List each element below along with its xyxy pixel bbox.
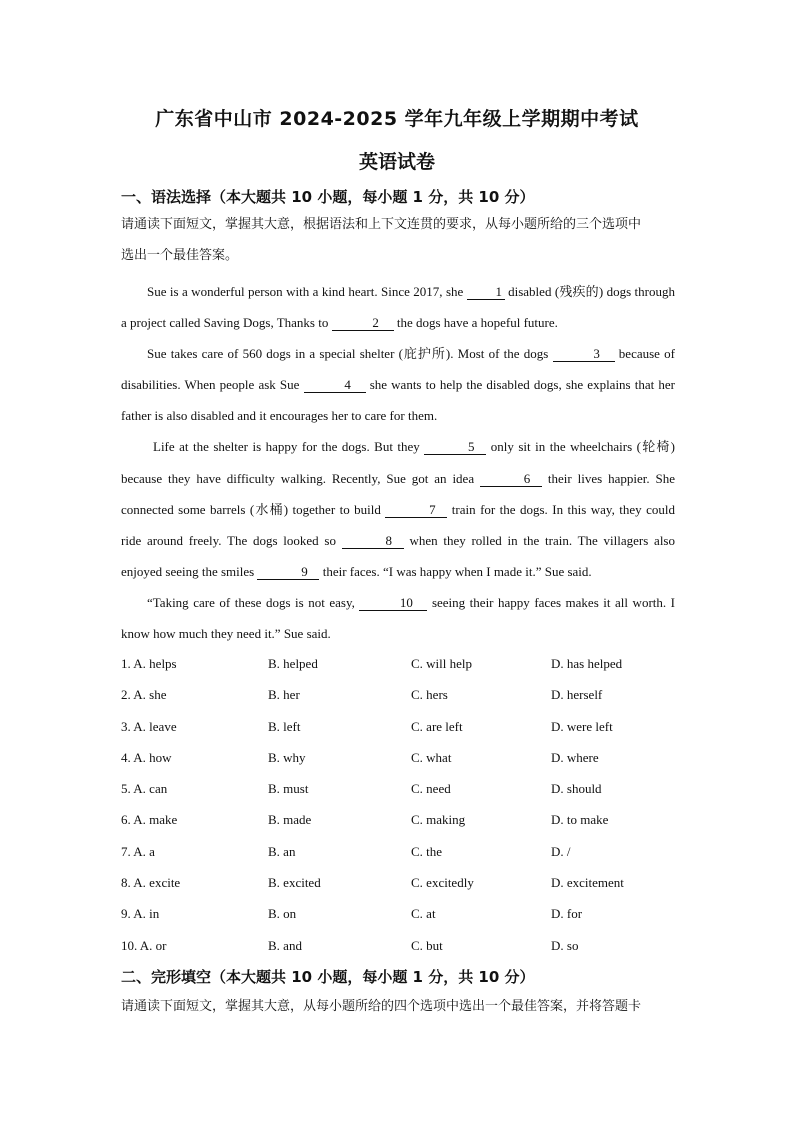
option-b[interactable]: B. must [268,781,309,797]
passage-text: “Taking care of these dogs is not easy, [147,594,360,610]
section2-instruction: 请通读下面短文，掌握其大意，从每小题所给的四个选项中选出一个最佳答案，并将答题卡 [121,999,642,1014]
section1-heading: 一、语法选择（本大题共 10 小题，每小题 1 分，共 10 分） [121,188,535,206]
question-row-8 [121,867,681,898]
option-b[interactable]: B. and [268,937,302,953]
option-c[interactable]: C. what [411,749,452,765]
question-row-5 [121,773,681,804]
passage-text: Sue takes care of 560 dogs in a special shelter (庇护所). Most of the dogs [147,346,553,362]
passage-text: only sit in the wheelchairs (轮椅) because they have difficulty walking. Recently, Sue got an idea [121,439,675,486]
question-row-10 [121,930,681,961]
option-a[interactable]: 5. A. can [121,781,168,797]
option-a[interactable]: 2. A. she [121,687,167,703]
option-d[interactable]: D. were left [551,718,613,734]
option-b[interactable]: B. helped [268,656,318,671]
option-a[interactable]: 10. A. or [121,937,167,953]
blank-10: 10 [359,596,427,611]
option-c[interactable]: C. hers [411,687,448,703]
option-a[interactable]: 7. A. a [121,843,155,859]
passage-text: Life at the shelter is happy for the dogs. But they [153,439,425,455]
option-d[interactable]: D. to make [551,812,609,828]
option-c[interactable]: C. need [411,781,451,797]
option-d[interactable]: D. should [551,781,602,797]
option-b[interactable]: B. left [268,718,301,734]
reading-passage [121,276,675,649]
option-c[interactable]: C. at [411,906,436,922]
blank-7: 7 [385,503,447,518]
blank-6: 6 [480,472,542,487]
option-c[interactable]: C. excitedly [411,875,474,891]
passage-text: Sue is a wonderful person with a kind heart. Since 2017, she [147,284,467,299]
option-b[interactable]: B. her [268,687,300,703]
passage-text: their faces. “I was happy when I made it.” Sue said. [319,563,592,579]
option-c[interactable]: C. the [411,843,443,859]
blank-9: 9 [257,565,319,580]
option-a[interactable]: 9. A. in [121,906,160,922]
question-row-9 [121,898,681,929]
option-d[interactable]: D. / [551,843,571,859]
option-b[interactable]: B. an [268,843,296,859]
passage-paragraph-3 [121,431,675,586]
option-c[interactable]: C. making [411,812,466,828]
question-row-1 [121,648,681,679]
blank-8: 8 [342,534,404,549]
section1-instruction [121,209,677,271]
option-d[interactable]: D. so [551,937,579,953]
option-b[interactable]: B. excited [268,875,321,891]
passage-paragraph-1 [121,276,675,338]
passage-text: when they rolled in the train. The villagers also enjoyed seeing the smiles [121,532,675,579]
blank-3: 3 [553,347,615,362]
option-d[interactable]: D. has helped [551,656,623,671]
option-b[interactable]: B. made [268,812,312,828]
option-c[interactable]: C. will help [411,656,473,671]
question-row-3 [121,711,681,742]
option-d[interactable]: D. where [551,749,599,765]
blank-5: 5 [424,440,486,455]
passage-text: because of disabilities. When people ask Sue [121,346,675,393]
option-b[interactable]: B. on [268,906,297,922]
passage-text: train for the dogs. In this way, they could ride around freely. The dogs looked so [121,501,675,548]
exam-subtitle: 英语试卷 [358,151,435,173]
section2-heading: 二、完形填空（本大题共 10 小题，每小题 1 分，共 10 分） [121,968,535,986]
question-row-4 [121,742,681,773]
option-a[interactable]: 1. A. helps [121,656,177,671]
blank-2: 2 [332,316,394,331]
blank-4: 4 [304,378,366,393]
option-c[interactable]: C. are left [411,718,463,734]
option-d[interactable]: D. herself [551,687,603,703]
passage-text: she wants to help the disabled dogs, she explains that her father is also disabled and it encourages her to care for them. [121,377,675,424]
passage-text: their lives happier. She connected some barrels (水桶) together to build [121,470,675,517]
passage-text: disabled (残疾的) dogs through a project called Saving Dogs, Thanks to [121,284,676,331]
options-grid [121,648,681,961]
question-row-2 [121,679,681,710]
option-a[interactable]: 3. A. leave [121,718,177,734]
question-row-6 [121,804,681,835]
option-c[interactable]: C. but [411,937,443,953]
option-d[interactable]: D. for [551,906,583,922]
passage-text: the dogs have a hopeful future. [393,315,558,331]
question-row-7 [121,836,681,867]
option-a[interactable]: 8. A. excite [121,875,181,891]
option-b[interactable]: B. why [268,749,306,765]
blank-1: 1 [467,285,505,300]
option-a[interactable]: 6. A. make [121,812,178,828]
option-a[interactable]: 4. A. how [121,749,172,765]
passage-text: seeing their happy faces makes it all worth. I know how much they need it.” Sue said. [121,594,675,642]
exam-title: 广东省中山市 2024-2025 学年九年级上学期期中考试 [155,108,639,130]
passage-paragraph-4 [121,587,675,649]
section1-instruction-line2: 选出一个最佳答案。 [121,248,239,263]
option-d[interactable]: D. excitement [551,875,624,891]
passage-paragraph-2 [121,338,675,431]
section1-instruction-line1: 请通读下面短文，掌握其大意，根据语法和上下文连贯的要求，从每小题所给的三个选项中 [121,217,642,232]
